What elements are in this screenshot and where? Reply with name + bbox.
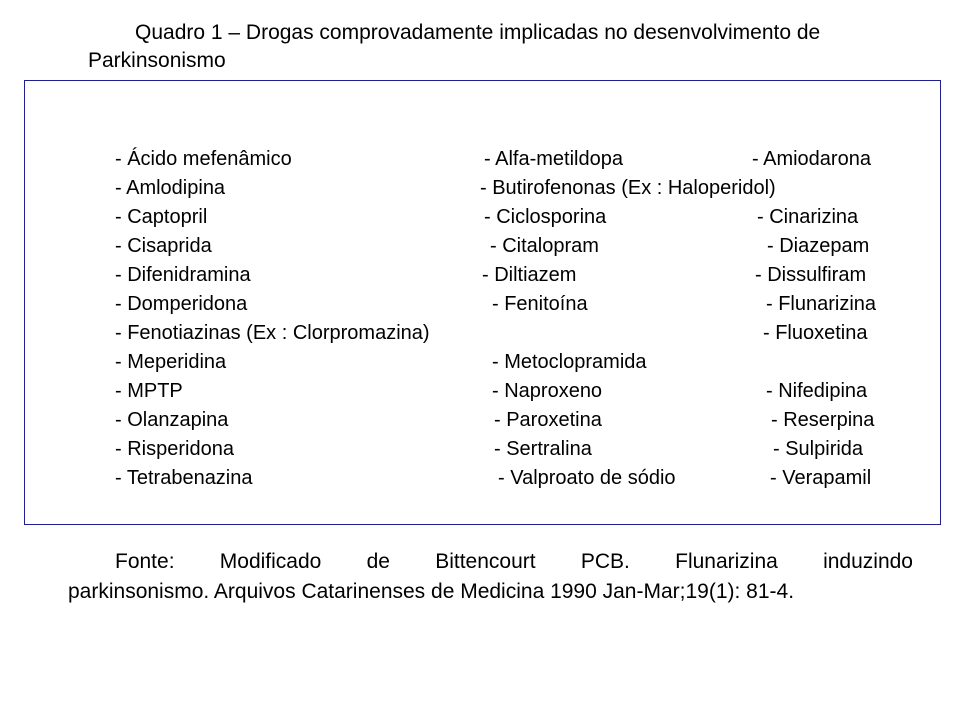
drug-item: - Domperidona — [115, 293, 248, 315]
drug-item: - Naproxeno — [492, 380, 603, 402]
drug-row — [25, 262, 940, 288]
drug-item: - Diazepam — [767, 235, 870, 257]
drug-item: - Meperidina — [115, 351, 227, 373]
drug-item: - Flunarizina — [766, 293, 877, 315]
drug-row — [25, 204, 940, 230]
drug-row — [25, 378, 940, 404]
drug-row — [25, 291, 940, 317]
drug-item: - Fenotiazinas (Ex : Clorpromazina) — [115, 322, 430, 344]
drug-item: - Captopril — [115, 206, 208, 228]
drug-row — [25, 320, 940, 346]
drug-item: - Olanzapina — [115, 409, 229, 431]
drug-item: - Cinarizina — [757, 206, 859, 228]
drug-item: - Cisaprida — [115, 235, 212, 257]
drug-item: - Fenitoína — [492, 293, 588, 315]
drug-item: - Diltiazem — [482, 264, 577, 286]
source-citation — [68, 547, 913, 607]
drug-item: - Tetrabenazina — [115, 467, 253, 489]
source-citation-line: Fonte: Modificado de Bittencourt PCB. Flunarizina induzindo — [115, 550, 913, 573]
drug-item: - Risperidona — [115, 438, 234, 460]
drug-item: - Paroxetina — [494, 409, 602, 431]
drug-item: - Metoclopramida — [492, 351, 647, 373]
drug-item: - Reserpina — [771, 409, 875, 431]
drug-item: - Sulpirida — [773, 438, 864, 460]
drug-item: - Butirofenonas (Ex : Haloperidol) — [480, 177, 776, 199]
drug-item: - MPTP — [115, 380, 183, 402]
drug-item: - Dissulfiram — [755, 264, 867, 286]
drug-row — [25, 175, 940, 201]
source-citation-line: parkinsonismo. Arquivos Catarinenses de Medicina 1990 Jan-Mar;19(1): 81-4. — [68, 580, 795, 603]
drug-item: - Amlodipina — [115, 177, 226, 199]
table-title: Quadro 1 – Drogas comprovadamente implicadas no desenvolvimento de — [135, 21, 821, 44]
drug-item: - Fluoxetina — [763, 322, 868, 344]
drug-item: - Sertralina — [494, 438, 592, 460]
drug-row — [25, 233, 940, 259]
drug-row — [25, 436, 940, 462]
drug-item: - Citalopram — [490, 235, 599, 257]
drug-item: - Ácido mefenâmico — [115, 148, 292, 170]
drug-row — [25, 146, 940, 172]
drug-item: - Difenidramina — [115, 264, 251, 286]
drug-list-box — [24, 80, 941, 525]
table-title-continuation: Parkinsonismo — [88, 49, 226, 72]
drug-row — [25, 349, 940, 375]
drug-item: - Amiodarona — [752, 148, 871, 170]
drug-item: - Ciclosporina — [484, 206, 607, 228]
drug-item: - Nifedipina — [766, 380, 868, 402]
drug-row — [25, 465, 940, 491]
drug-row — [25, 407, 940, 433]
drug-item: - Valproato de sódio — [498, 467, 676, 489]
drug-item: - Alfa-metildopa — [484, 148, 623, 170]
drug-item: - Verapamil — [770, 467, 872, 489]
